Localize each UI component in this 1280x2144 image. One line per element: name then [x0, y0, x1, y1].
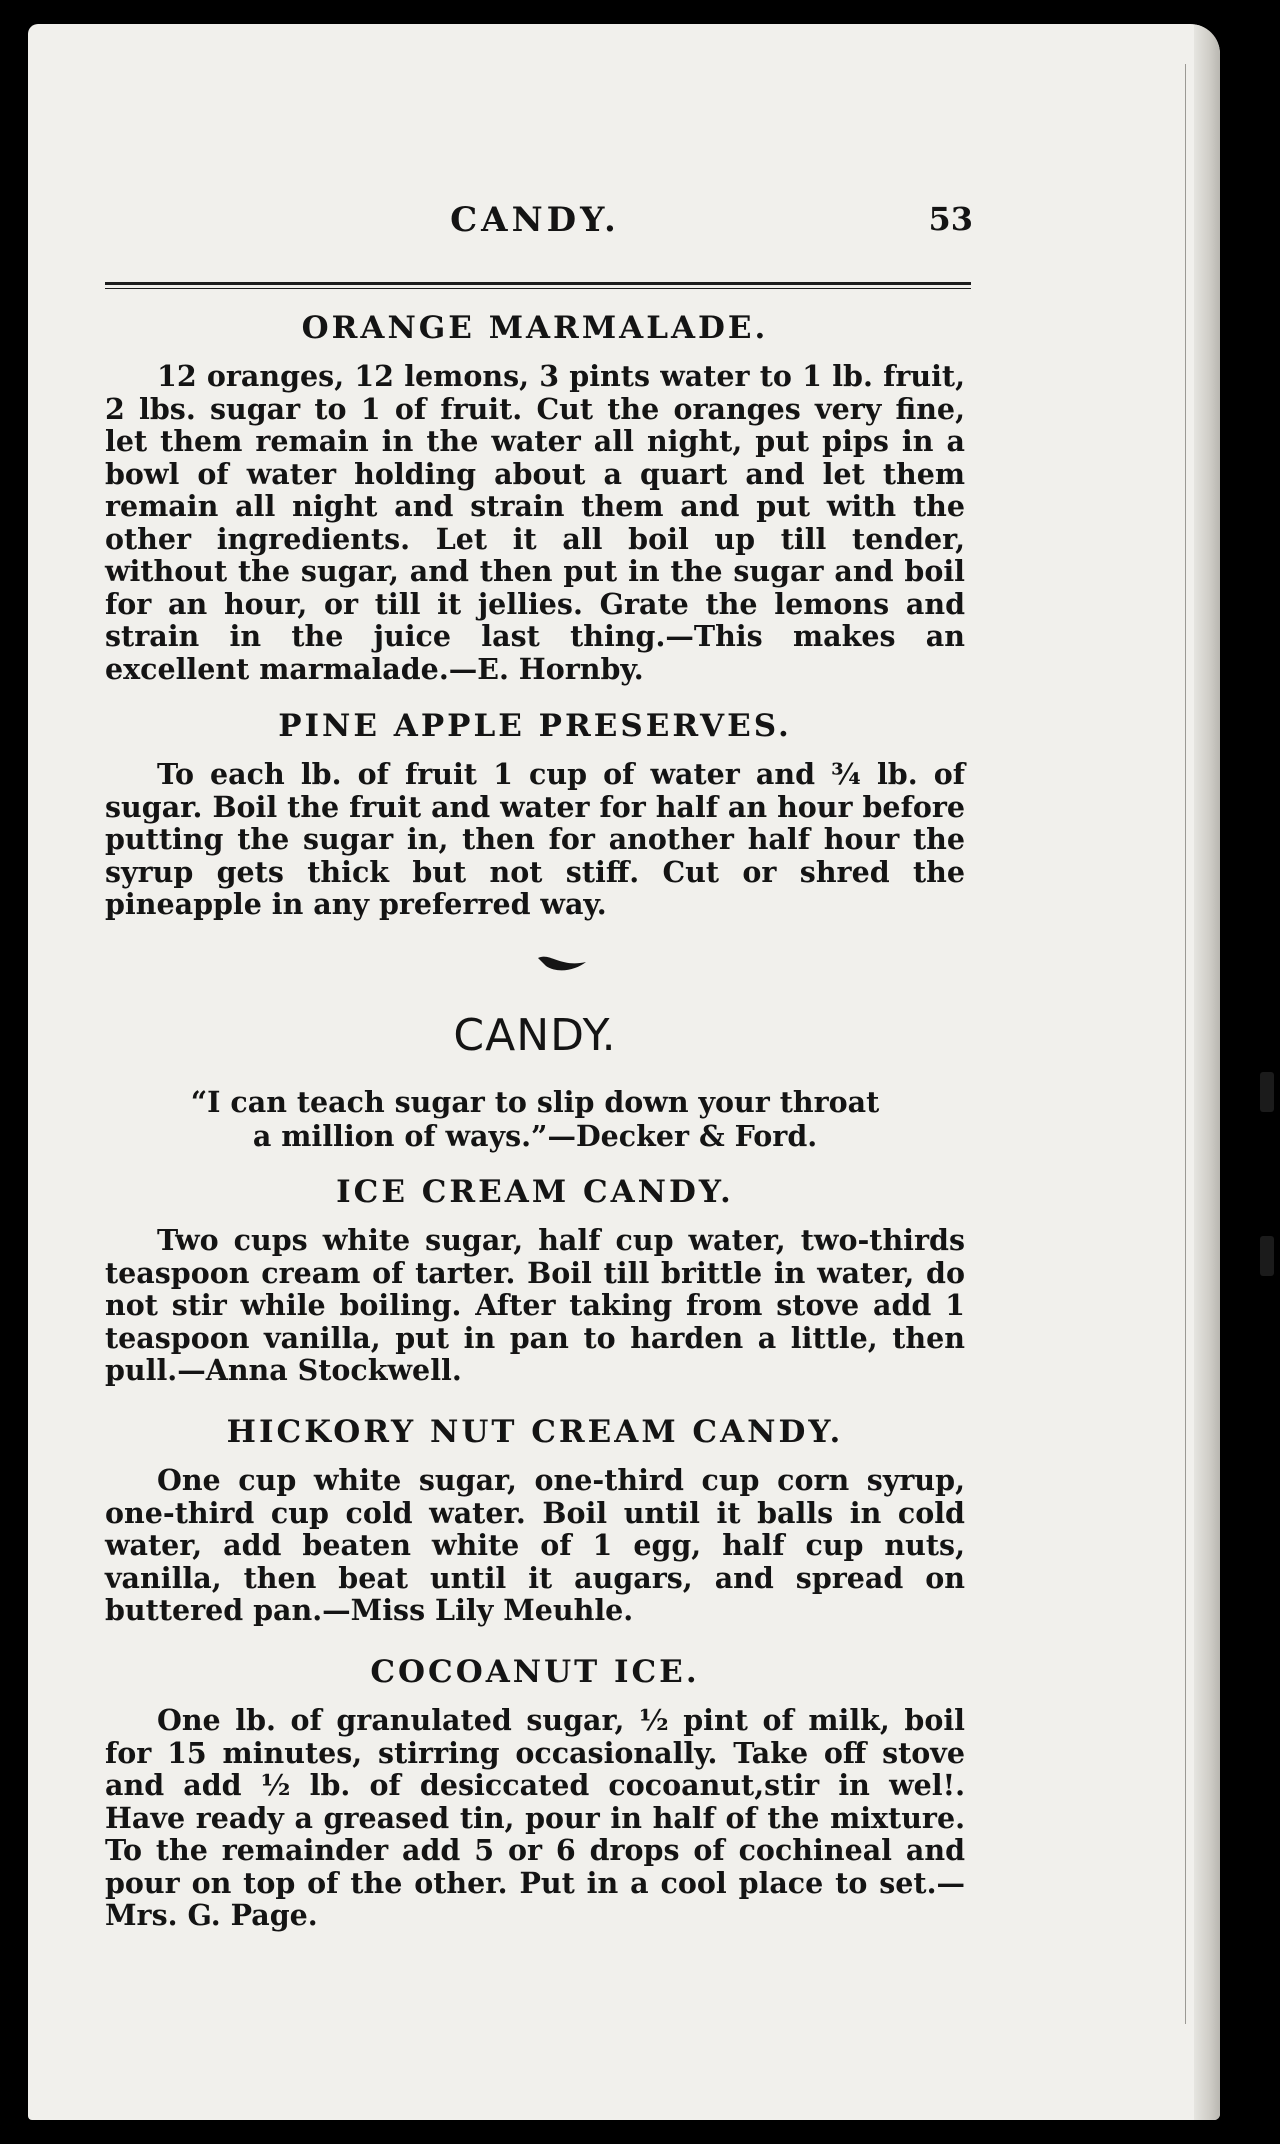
epigraph-line: “I can teach sugar to slip down your throat	[190, 1085, 880, 1119]
recipe-title: HICKORY NUT CREAM CANDY.	[226, 1414, 844, 1450]
recipe-body: To each lb. of fruit 1 cup of water and ¾ lb. of sugar. Boil the fruit and water for half an hour before putting the sugar in, then for another half hour the syrup gets thick but not stiff. Cut or shred the pineapple in any preferred way.	[105, 757, 965, 921]
recipe-ice-cream-candy	[105, 1170, 965, 1387]
running-header	[105, 200, 973, 240]
edge-mark	[1260, 1072, 1274, 1112]
page-fold-line	[1185, 64, 1186, 2024]
recipe-pine-apple-preserves	[105, 704, 965, 921]
recipe-body: One lb. of granulated sugar, ½ pint of milk, boil for 15 minutes, stirring occasionally. Take off stove and add ½ lb. of desiccated cocoanut,stir in wel!. Have ready a greased tin, pour in half of the mixture. To the remainder add 5 or 6 drops of cochineal and pour on top of the other. Put in a cool place to set.—Mrs. G. Page.	[105, 1703, 965, 1932]
epigraph	[105, 1085, 965, 1153]
recipe-cocoanut-ice	[105, 1650, 965, 1932]
recipe-body: 12 oranges, 12 lemons, 3 pints water to 1 lb. fruit, 2 lbs. sugar to 1 of fruit. Cut the oranges very fine, let them remain in the water all night, put pips in a bowl of water holding about a quart and let them remain all night and strain them and put with the other ingredients. Let it all boil up till tender, without the sugar, and then put in the sugar and boil for an hour, or till it jellies. Grate the lemons and strain in the juice last thing.—This makes an excellent marmalade.—E. Hornby.	[105, 359, 965, 686]
edge-mark	[1260, 1236, 1274, 1276]
page-number: 53	[928, 200, 973, 238]
ornament-icon	[536, 950, 588, 974]
recipe-body: Two cups white sugar, half cup water, two-thirds teaspoon cream of tarter. Boil till brittle in water, do not stir while boiling. After taking from stove add 1 teaspoon vanilla, put in pan to harden a little, then pull.—Anna Stockwell.	[105, 1223, 965, 1387]
section-title: CANDY.	[453, 1010, 617, 1061]
recipe-hickory-nut-cream-candy	[105, 1410, 965, 1627]
header-rule	[105, 282, 971, 285]
header-rule-thin	[105, 288, 971, 289]
recipe-body: One cup white sugar, one-third cup corn syrup, one-third cup cold water. Boil until it balls in cold water, add beaten white of 1 egg, half cup nuts, vanilla, then beat until it augars, and spread on buttered pan.—Miss Lily Meuhle.	[105, 1463, 965, 1627]
recipe-title: ICE CREAM CANDY.	[336, 1174, 734, 1210]
recipe-title: ORANGE MARMALADE.	[301, 310, 769, 346]
epigraph-line: a million of ways.”—Decker & Ford.	[252, 1119, 818, 1153]
recipe-orange-marmalade	[105, 306, 965, 685]
recipe-title: COCOANUT ICE.	[370, 1654, 700, 1690]
page-spine-edge	[1194, 24, 1220, 2120]
running-title: CANDY.	[450, 200, 620, 240]
recipe-title: PINE APPLE PRESERVES.	[278, 708, 792, 744]
